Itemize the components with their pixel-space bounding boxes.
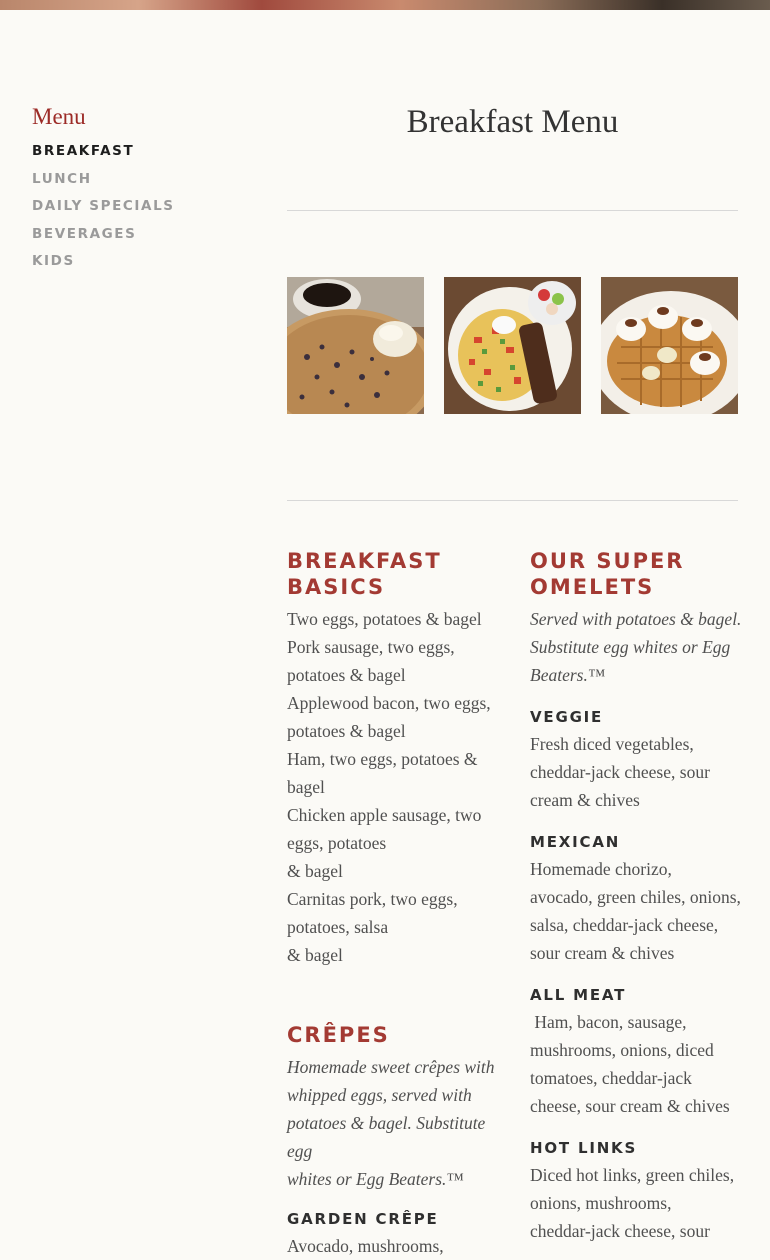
menu-line: Pork sausage, two eggs, — [287, 637, 455, 657]
page-title: Breakfast Menu — [406, 104, 619, 140]
menu-line: eggs, potatoes — [287, 833, 387, 853]
item-title-mexican: MEXICAN — [530, 833, 621, 851]
section-intro-line: Homemade sweet crêpes with — [287, 1057, 495, 1077]
section-title — [287, 548, 499, 600]
section-intro-line: whites or Egg Beaters.™ — [287, 1169, 464, 1189]
crepes-section — [287, 1022, 499, 1260]
section-intro-line: potatoes & bagel. Substitute egg — [287, 1113, 486, 1161]
menu-line: salsa, cheddar-jack cheese, — [530, 915, 719, 935]
section-title-line: OUR SUPER — [530, 549, 685, 573]
menu-line: mushrooms, onions, diced — [530, 1040, 714, 1060]
nav-item-lunch[interactable]: LUNCH — [32, 170, 92, 187]
nav-item-kids[interactable]: KIDS — [32, 253, 75, 269]
omelets-section — [530, 548, 745, 1245]
menu-line: bagel — [287, 777, 325, 797]
section-intro-line: Served with potatoes & bagel. — [530, 609, 742, 629]
section-title-line: BASICS — [287, 575, 386, 599]
nav-item-beverages[interactable]: BEVERAGES — [32, 225, 137, 242]
waffle-photo[interactable] — [601, 277, 738, 414]
menu-line: Homemade chorizo, — [530, 859, 672, 879]
menu-line: sour cream & chives — [530, 943, 675, 963]
nav-item-breakfast[interactable]: BREAKFAST — [32, 143, 135, 159]
menu-line: & bagel — [287, 945, 343, 965]
menu-line: tomatoes, cheddar-jack — [530, 1068, 692, 1088]
menu-line: avocado, green chiles, onions, — [530, 887, 741, 907]
sidebar-title: Menu — [32, 104, 86, 129]
menu-line: Ham, two eggs, potatoes & — [287, 749, 478, 769]
section-title-line: BREAKFAST — [287, 549, 442, 573]
header-banner-image — [0, 0, 770, 10]
menu-line: potatoes, salsa — [287, 917, 389, 937]
menu-line: potatoes & bagel — [287, 721, 406, 741]
item-title-all-meat: ALL MEAT — [530, 986, 627, 1004]
menu-line: cream & chives — [530, 790, 640, 810]
menu-line: onions, mushrooms, — [530, 1193, 672, 1213]
nav-item-daily-specials[interactable]: DAILY SPECIALS — [32, 198, 175, 214]
section-intro-line: whipped eggs, served with — [287, 1085, 472, 1105]
section-title: CRÊPES — [287, 1023, 390, 1047]
menu-line: Applewood bacon, two eggs, — [287, 693, 491, 713]
menu-line: Ham, bacon, sausage, — [530, 1012, 687, 1032]
section-title — [530, 548, 745, 600]
menu-line: Chicken apple sausage, two — [287, 805, 482, 825]
divider — [287, 210, 738, 211]
menu-line: Diced hot links, green chiles, — [530, 1165, 735, 1185]
menu-line: & bagel — [287, 861, 343, 881]
menu-line: potatoes & bagel — [287, 665, 406, 685]
section-intro-line: Beaters.™ — [530, 665, 605, 685]
breakfast-basics-section — [287, 548, 499, 969]
menu-line: cheddar-jack cheese, sour — [530, 762, 710, 782]
blueberry-pancake-photo[interactable] — [287, 277, 424, 414]
divider — [287, 500, 738, 501]
section-title-line: OMELETS — [530, 575, 655, 599]
menu-line: Two eggs, potatoes & bagel — [287, 609, 482, 629]
menu-line: Carnitas pork, two eggs, — [287, 889, 458, 909]
menu-line: Avocado, mushrooms, — [287, 1236, 444, 1256]
omelet-plate-photo[interactable] — [444, 277, 581, 414]
item-title-veggie: VEGGIE — [530, 708, 604, 726]
menu-line: cheddar-jack cheese, sour — [530, 1221, 710, 1241]
menu-nav — [32, 143, 175, 281]
menu-line: cheese, sour cream & chives — [530, 1096, 730, 1116]
item-title-hot-links: HOT LINKS — [530, 1139, 638, 1157]
item-title-garden-crepe: GARDEN CRÊPE — [287, 1210, 439, 1228]
section-intro-line: Substitute egg whites or Egg — [530, 637, 731, 657]
menu-line: Fresh diced vegetables, — [530, 734, 694, 754]
